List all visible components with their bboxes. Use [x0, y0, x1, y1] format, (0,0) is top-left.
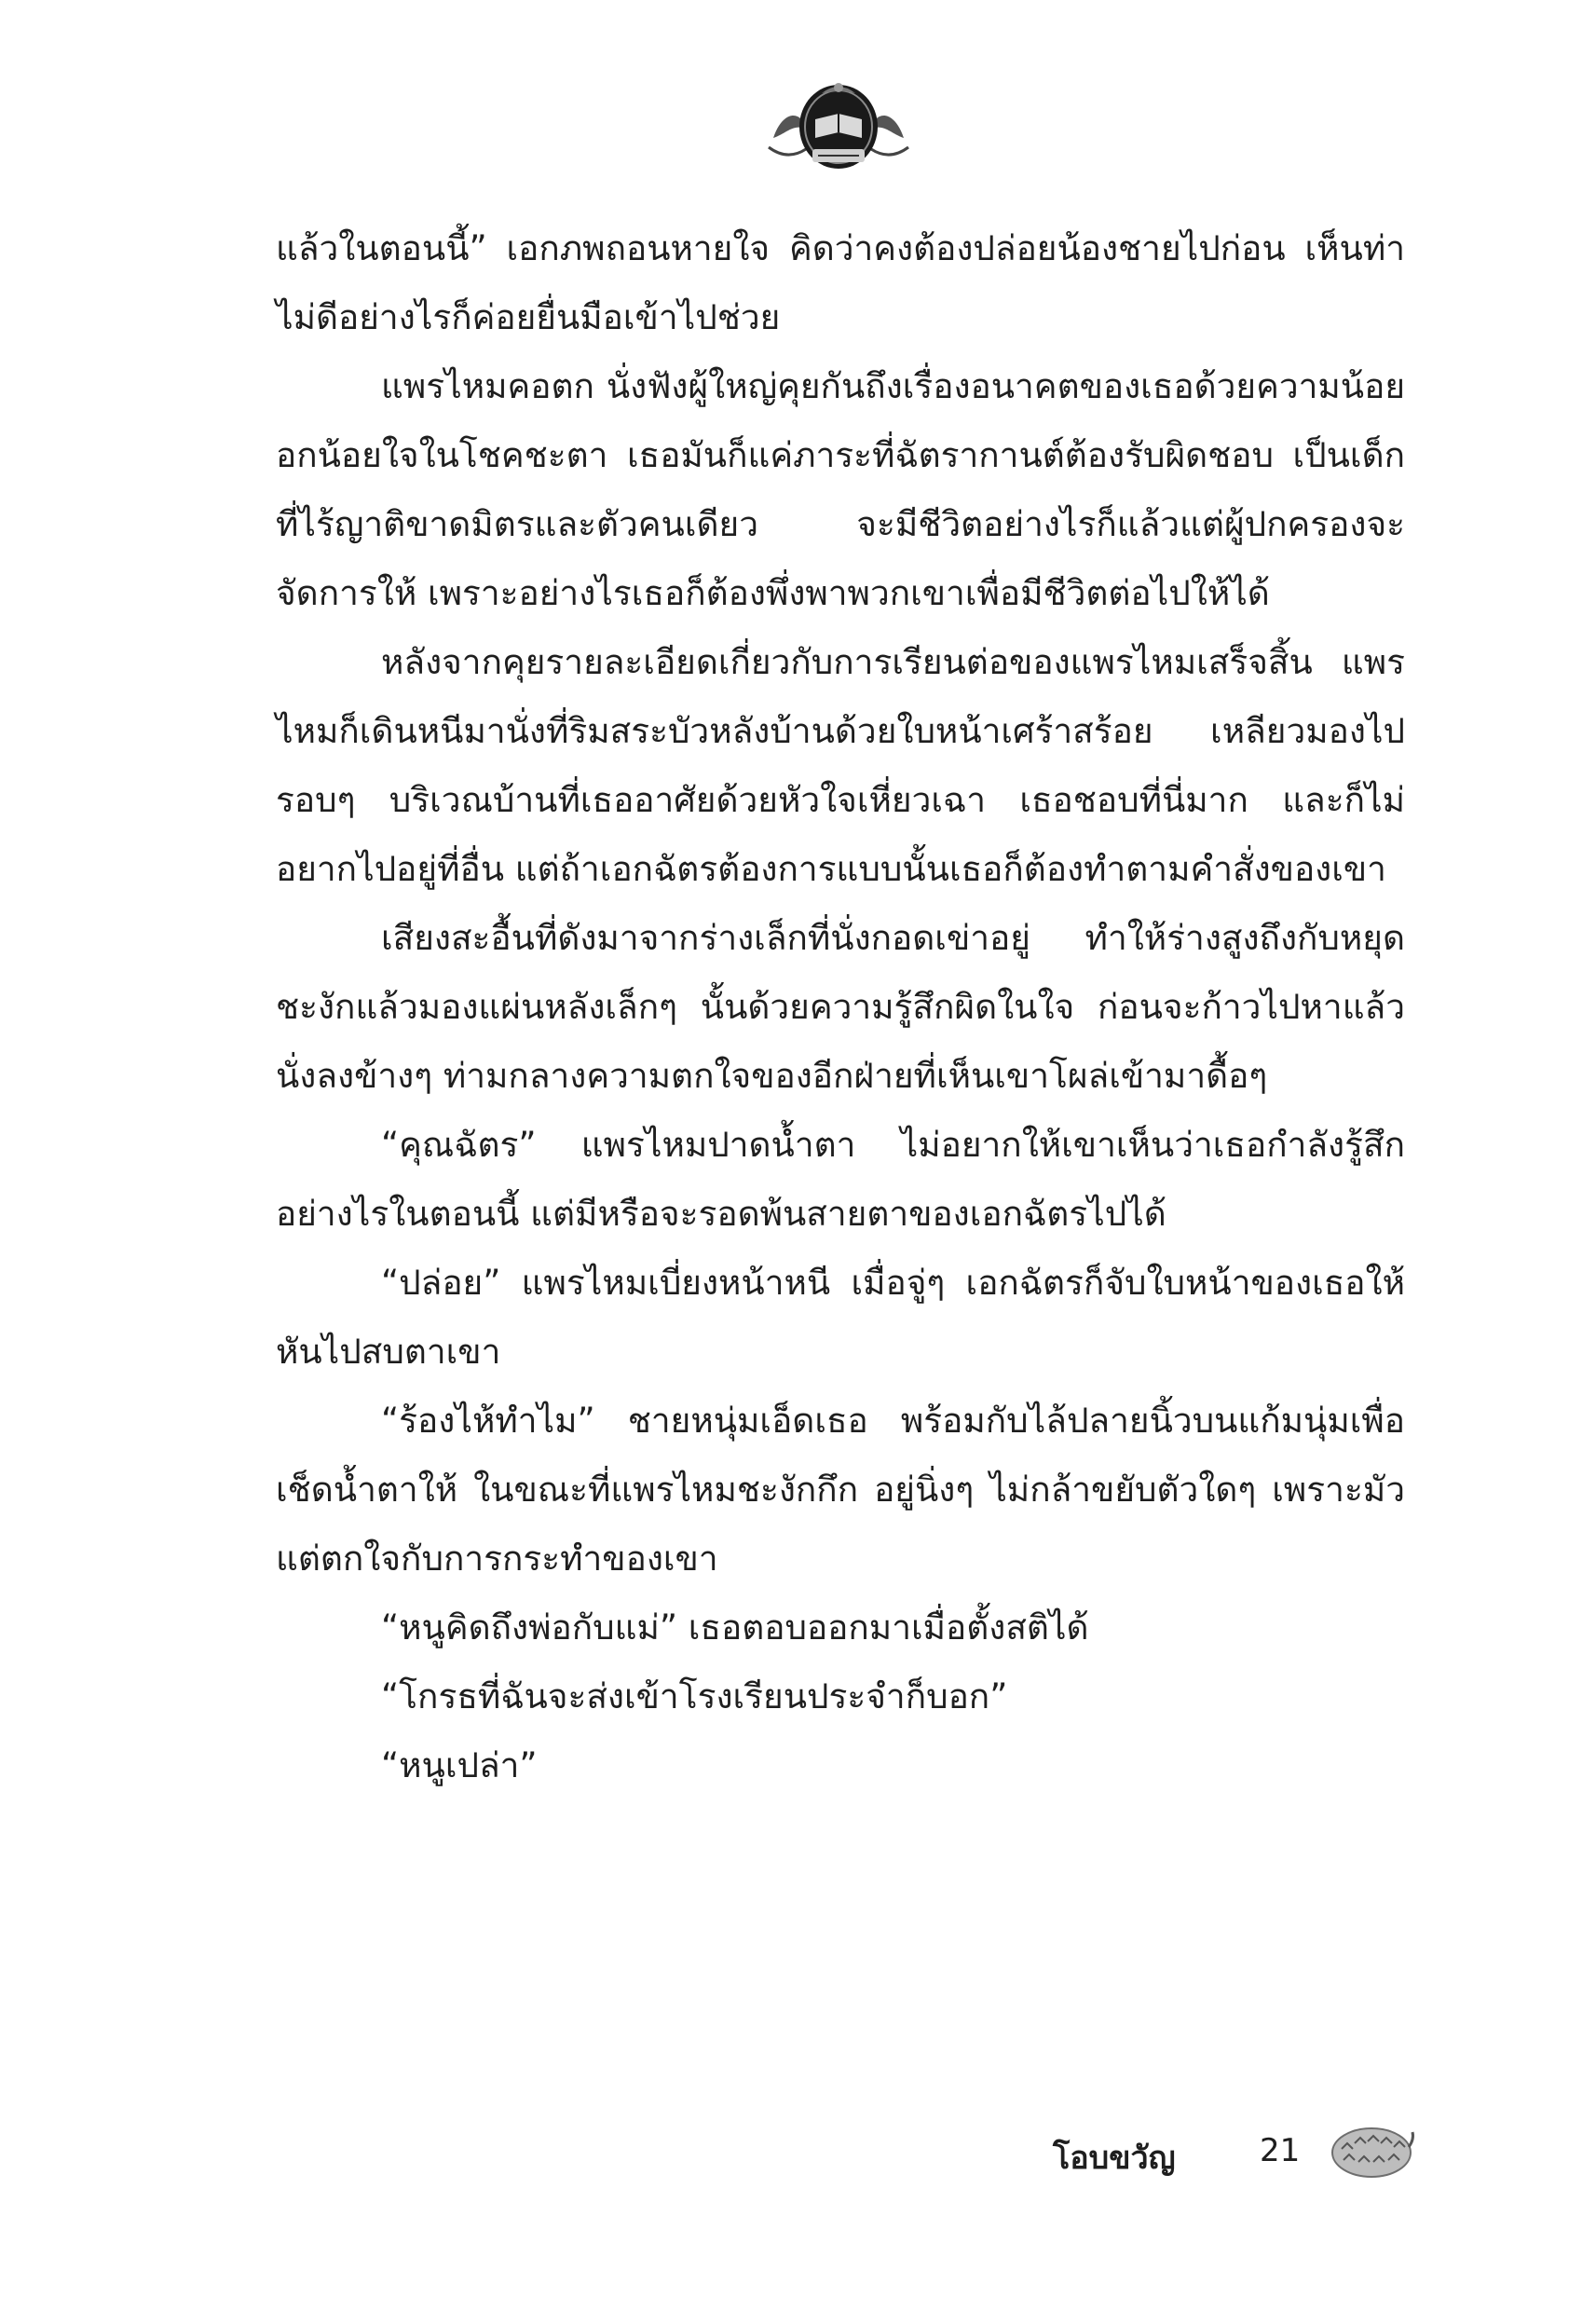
paragraph: “ร้องไห้ทำไม” ชายหนุ่มเอ็ดเธอ พร้อมกับไล้ปลายนิ้วบนแก้มนุ่มเพื่อเช็ดน้ำตาให้ ในขณะที่แพรไหมชะงักกึก อยู่นิ่งๆ ไม่กล้าขยับตัวใดๆ เพราะมัวแต่ตกใจกับการกระทำของเขา: [276, 1401, 1405, 1579]
durian-icon: [1323, 2115, 1416, 2181]
paragraph: เสียงสะอื้นที่ดังมาจากร่างเล็กที่นั่งกอดเข่าอยู่ ทำให้ร่างสูงถึงกับหยุดชะงักแล้วมองแผ่นหลังเล็กๆ นั้นด้วยความรู้สึกผิดในใจ ก่อนจะก้าวไปหาแล้วนั่งลงข้างๆ ท่ามกลางความตกใจของอีกฝ่ายที่เห็นเขาโผล่เข้ามาดื้อๆ: [276, 918, 1405, 1096]
page-footer: [1053, 2106, 1425, 2190]
paragraph: แพรไหมคอตก นั่งฟังผู้ใหญ่คุยกันถึงเรื่องอนาคตของเธอด้วยความน้อยอกน้อยใจในโชคชะตา เธอมันก็แค่ภาระที่ฉัตรากานต์ต้องรับผิดชอบ เป็นเด็กที่ไร้ญาติขาดมิตรและตัวคนเดียว จะมีชีวิตอย่างไรก็แล้วแต่ผู้ปกครองจะจัดการให้ เพราะอย่างไรเธอก็ต้องพึ่งพาพวกเขาเพื่อมีชีวิตต่อไปให้ได้: [276, 366, 1405, 613]
paragraph: “คุณฉัตร” แพรไหมปาดน้ำตา ไม่อยากให้เขาเห็นว่าเธอกำลังรู้สึกอย่างไรในตอนนี้ แต่มีหรือจะรอดพ้นสายตาของเอกฉัตรไปได้: [276, 1125, 1405, 1234]
book-title: โอบขวัญ: [1053, 2140, 1176, 2177]
paragraph: “หนูคิดถึงพ่อกับแม่” เธอตอบออกมาเมื่อตั้งสติได้: [381, 1607, 1089, 1648]
paragraph: “ปล่อย” แพรไหมเบี่ยงหน้าหนี เมื่อจู่ๆ เอกฉัตรก็จับใบหน้าของเธอให้หันไปสบตาเขา: [276, 1263, 1405, 1372]
paragraph: “โกรธที่ฉันจะส่งเข้าโรงเรียนประจำก็บอก”: [381, 1676, 1008, 1716]
paragraph: หลังจากคุยรายละเอียดเกี่ยวกับการเรียนต่อของแพรไหมเสร็จสิ้น แพรไหมก็เดินหนีมานั่งที่ริมสระบัวหลังบ้านด้วยใบหน้าเศร้าสร้อย เหลียวมองไปรอบๆ บริเวณบ้านที่เธออาศัยด้วยหัวใจเหี่ยวเฉา เธอชอบที่นี่มาก และก็ไม่อยากไปอยู่ที่อื่น แต่ถ้าเอกฉัตรต้องการแบบนั้นเธอก็ต้องทำตามคำสั่งของเขา: [276, 642, 1405, 889]
paragraph: แล้วในตอนนี้” เอกภพถอนหายใจ คิดว่าคงต้องปล่อยน้องชายไปก่อน เห็นท่าไม่ดีอย่างไรก็ค่อยยื่นมือเข้าไปช่วย: [276, 228, 1405, 337]
paragraph: “หนูเปล่า”: [381, 1745, 538, 1785]
body-text: [276, 214, 1405, 1800]
page-number: 21: [1260, 2132, 1301, 2169]
ornate-book-emblem-icon: [764, 73, 913, 175]
